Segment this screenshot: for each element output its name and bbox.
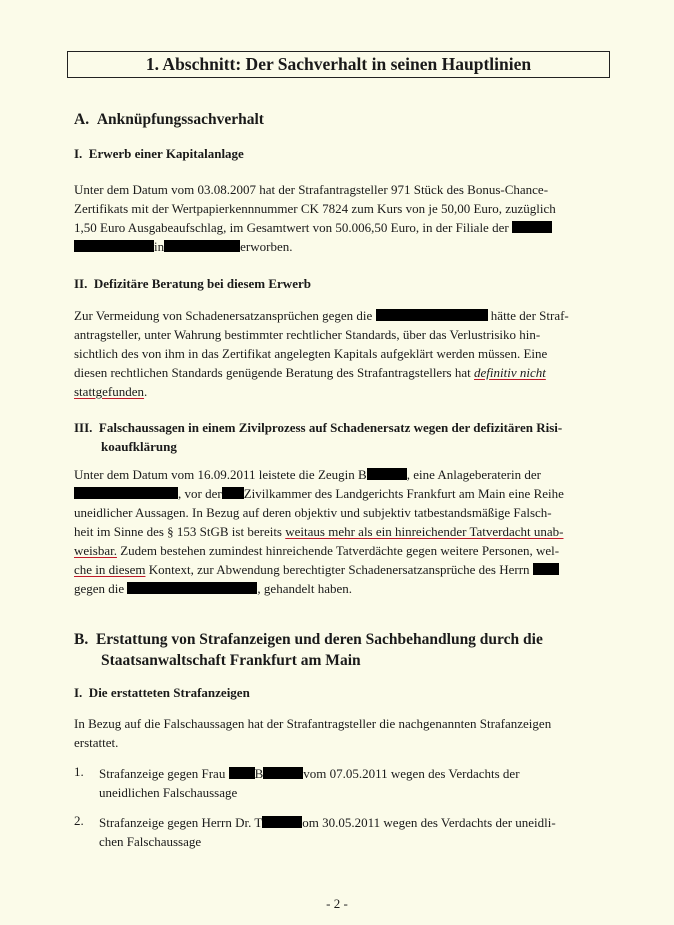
heading-line: koaufklärung: [101, 439, 177, 454]
text-segment: 1,50 Euro Ausgabeaufschlag, im Gesamtwert von 50.006,50 Euro, in der Filiale der: [74, 220, 509, 235]
redaction-bar: [512, 221, 552, 233]
redaction-bar: [74, 487, 178, 499]
text-line: [74, 363, 608, 382]
text-line: [74, 218, 608, 237]
page-number: - 2 -: [326, 896, 348, 911]
text-segment: in: [154, 239, 165, 254]
sub-b1-heading: I. Die erstatteten Strafanzeigen: [74, 685, 250, 700]
sub-a2-heading: II. Defizitäre Beratung bei diesem Erwerb: [74, 276, 311, 291]
text-segment: Kontext, zur Abwendung berechtigter Schadenersatzansprüche des Herrn: [145, 562, 530, 577]
redaction-bar: [263, 767, 303, 779]
text-line: antragsteller, unter Wahrung bestimmter rechtlicher Standards, über das Verlustrisiko hin-: [74, 327, 541, 342]
text-segment: , vor der: [178, 486, 222, 501]
text-line: [74, 541, 608, 560]
text-line: chen Falschaussage: [99, 834, 202, 849]
redaction-bar: [262, 816, 302, 828]
sub-a1-heading: I. Erwerb einer Kapitalanlage: [74, 146, 244, 161]
text-segment: erworben.: [240, 239, 293, 254]
heading-line: B. Erstattung von Strafanzeigen und deren Sachbehandlung durch die: [74, 631, 543, 648]
text-segment: Zudem bestehen zumindest hinreichende Tatverdächte gegen weitere Personen, wel-: [116, 543, 560, 558]
text-line: [74, 522, 608, 541]
heading-line: III. Falschaussagen in einem Zivilprozess auf Schadenersatz wegen der defizitären Risi-: [74, 420, 563, 435]
text-segment: Strafanzeige gegen Herrn Dr. T: [99, 815, 263, 830]
text-line: uneidlicher Aussagen. In Bezug auf deren objektiv und subjektiv tatbestandsmäßige Falsch-: [74, 505, 552, 520]
text-line: [74, 237, 608, 256]
text-segment: .: [144, 384, 148, 399]
text-segment: hätte der Straf-: [490, 308, 569, 323]
list-item: [99, 764, 609, 802]
section-a-heading: A. Anknüpfungssachverhalt: [74, 111, 264, 128]
paragraph-a2: [74, 306, 608, 401]
list-item: [99, 813, 609, 851]
text-line: sichtlich des von ihm in das Zertifikat angelegten Kapitals aufgeklärt werden müssen. Eine: [74, 346, 548, 361]
paragraph-b1: [74, 714, 608, 752]
redaction-bar: [74, 240, 154, 252]
section-b-heading: [74, 629, 543, 671]
sub-a3-heading: [74, 418, 562, 456]
text-line: [99, 813, 609, 832]
text-line: erstattet.: [74, 735, 119, 750]
paragraph-a1: [74, 180, 608, 256]
text-line: [74, 484, 608, 503]
emphasis-underlined: che in diesem: [74, 562, 146, 577]
redaction-bar: [222, 487, 244, 499]
text-segment: heit im Sinne des § 153 StGB ist bereits: [74, 524, 282, 539]
text-segment: B: [254, 766, 264, 781]
heading-line: Staatsanwaltschaft Frankfurt am Main: [101, 652, 361, 669]
text-line: Zertifikats mit der Wertpapierkennnummer CK 7824 zum Kurs von je 50,00 Euro, zuzüglich: [74, 201, 556, 216]
emphasis-underlined: stattgefunden: [74, 384, 145, 399]
text-line: [74, 465, 608, 484]
list-number: 2.: [74, 813, 84, 828]
text-line: [99, 764, 609, 783]
text-segment: vom 07.05.2011 wegen des Verdachts der: [303, 766, 520, 781]
text-segment: Zur Vermeidung von Schadenersatzansprüchen gegen die: [74, 308, 373, 323]
redaction-bar: [229, 767, 255, 779]
redaction-bar: [533, 563, 559, 575]
text-segment: om 30.05.2011 wegen des Verdachts der uneidli-: [302, 815, 556, 830]
text-line: In Bezug auf die Falschaussagen hat der Strafantragsteller die nachgenannten Strafanzeigen: [74, 716, 552, 731]
text-segment: Strafanzeige gegen Frau: [99, 766, 226, 781]
emphasis-underlined: weitaus mehr als ein hinreichender Tatverdacht unab-: [285, 524, 564, 539]
emphasis-underlined: weisbar.: [74, 543, 117, 558]
text-line: [74, 382, 608, 401]
text-line: [74, 306, 608, 325]
redaction-bar: [376, 309, 488, 321]
chapter-title: 1. Abschnitt: Der Sachverhalt in seinen Hauptlinien: [67, 51, 610, 78]
text-segment: , eine Anlageberaterin der: [406, 467, 541, 482]
text-line: Unter dem Datum vom 03.08.2007 hat der Strafantragsteller 971 Stück des Bonus-Chance-: [74, 182, 549, 197]
redaction-bar: [164, 240, 240, 252]
text-line: uneidlichen Falschaussage: [99, 785, 238, 800]
text-line: [74, 560, 608, 579]
text-segment: Unter dem Datum vom 16.09.2011 leistete die Zeugin B: [74, 467, 367, 482]
redaction-bar: [367, 468, 407, 480]
text-segment: , gehandelt haben.: [257, 581, 352, 596]
emphasis-underlined: definitiv nicht: [473, 365, 546, 380]
text-segment: Zivilkammer des Landgerichts Frankfurt am Main eine Reihe: [243, 486, 564, 501]
redaction-bar: [127, 582, 257, 594]
paragraph-a3: [74, 465, 608, 598]
text-segment: gegen die: [74, 581, 125, 596]
list-number: 1.: [74, 764, 84, 779]
text-segment: diesen rechtlichen Standards genügende Beratung des Strafantragstellers hat: [74, 365, 471, 380]
text-line: [74, 579, 608, 598]
